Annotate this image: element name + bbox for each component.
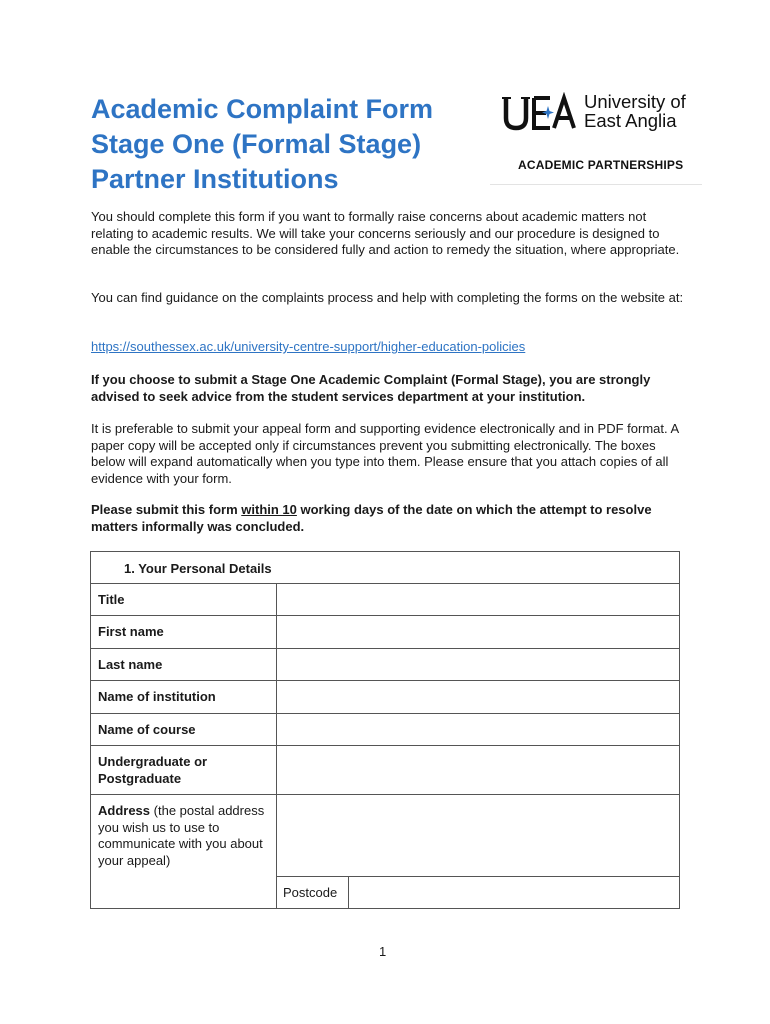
first-name-label: First name [91,616,277,649]
section-heading: 1. Your Personal Details [124,561,272,576]
level-field[interactable] [277,746,680,795]
postcode-label: Postcode [277,877,349,909]
deadline-text-a: Please submit this form [91,502,242,517]
logo-name-line-1: University of [584,91,686,112]
institution-label: Name of institution [91,681,277,714]
first-name-field[interactable] [277,616,680,649]
logo-wordmark [584,92,686,130]
logo-name-line-2: East Anglia [584,110,677,131]
submission-paragraph: It is preferable to submit your appeal form and supporting evidence electronically and in PDF format. A paper copy will be accepted only if circumstances prevent you submitting electronically. The boxes below will expand automatically when you type into them. Please ensure that you attach copies of all evidence with your form. [91,421,679,486]
title-line-3: Partner Institutions [91,164,339,194]
guidance-link-row [91,339,691,356]
deadline-emphasis: within 10 [241,502,297,517]
uea-logo-mark [502,92,578,132]
advice-paragraph: If you choose to submit a Stage One Academic Complaint (Formal Stage), you are strongly advised to seek advice from the student services department at your institution. [91,372,651,404]
last-name-field[interactable] [277,649,680,681]
title-line-1: Academic Complaint Form [91,94,434,124]
address-label: Address (the postal address you wish us to use to communicate with you about your appeal) [91,795,277,909]
level-label: Undergraduate or Postgraduate [91,746,277,795]
personal-details-table [90,551,680,909]
logo-divider [490,184,702,185]
intro-paragraph-1: You should complete this form if you want to formally raise concerns about academic matters not relating to academic results. We will take your concerns seriously and our procedure is designed to enable the circumstances to be considered fully and action to remedy the situation, where appropriate. [91,209,680,257]
title-line-2: Stage One (Formal Stage) [91,129,422,159]
course-field[interactable] [277,714,680,746]
title-field[interactable] [277,584,680,616]
intro-paragraph-2: You can find guidance on the complaints process and help with completing the forms on the website at: [91,290,684,305]
logo-subtitle: ACADEMIC PARTNERSHIPS [518,158,684,172]
institution-field[interactable] [277,681,680,714]
last-name-label: Last name [91,649,277,681]
course-label: Name of course [91,714,277,746]
page-title [91,92,471,197]
deadline-paragraph [91,502,691,535]
guidance-link[interactable]: https://southessex.ac.uk/university-centre-support/higher-education-policies [91,339,526,354]
postcode-field[interactable] [349,877,680,909]
title-label: Title [91,584,277,616]
page-number: 1 [379,944,387,959]
uea-logo [500,88,705,188]
address-field[interactable] [277,795,680,877]
deadline-text-b: working days of the date on which the attempt to resolve matters informally was concluded. [91,502,652,534]
section-heading-cell [91,552,680,584]
